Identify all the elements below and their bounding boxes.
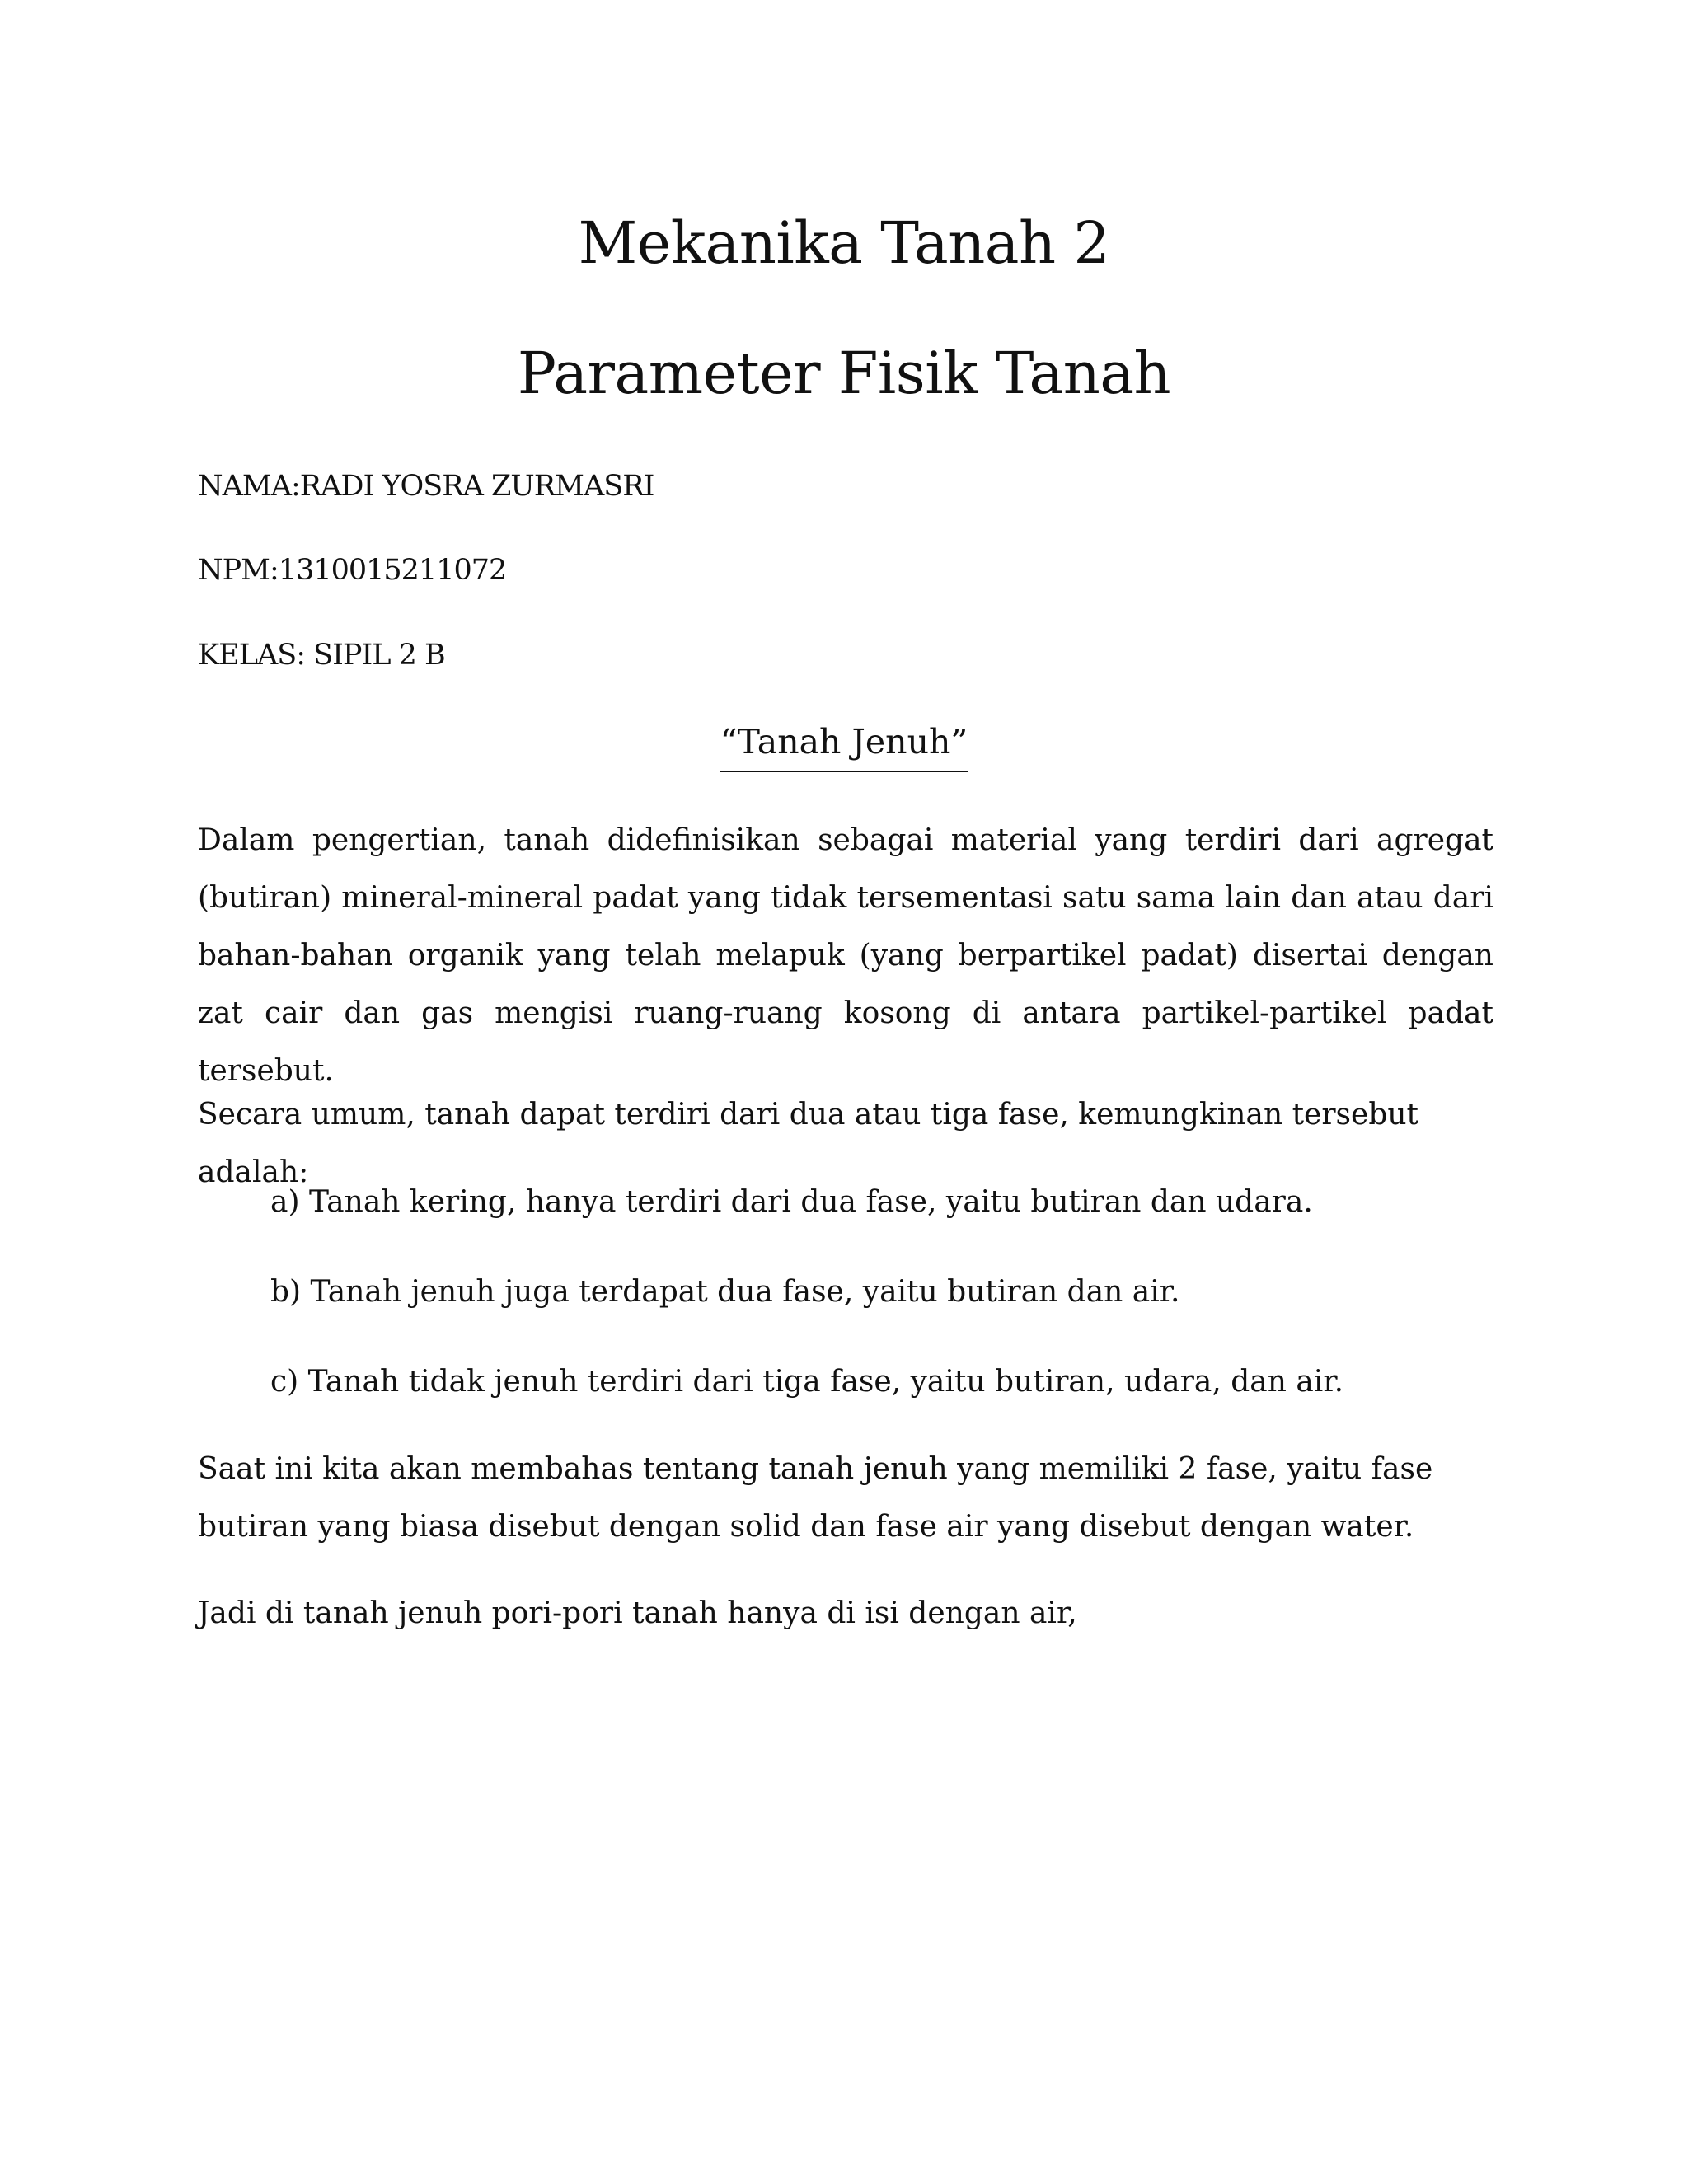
student-npm: NPM:1310015211072 bbox=[198, 554, 507, 587]
paragraph-phases-intro: Secara umum, tanah dapat terdiri dari dua atau tiga fase, kemungkinan tersebut adalah: bbox=[198, 1098, 1419, 1189]
list-item: a) Tanah kering, hanya terdiri dari dua fase, yaitu butiran dan udara. bbox=[270, 1185, 1313, 1219]
section-heading bbox=[0, 722, 1688, 772]
list-item: b) Tanah jenuh juga terdapat dua fase, yaitu butiran dan air. bbox=[270, 1275, 1180, 1309]
list-item: c) Tanah tidak jenuh terdiri dari tiga fase, yaitu butiran, udara, dan air. bbox=[270, 1365, 1344, 1399]
document-title: Mekanika Tanah 2 bbox=[578, 209, 1110, 277]
student-name: NAMA:RADI YOSRA ZURMASRI bbox=[198, 470, 654, 503]
section-heading-text: “Tanah Jenuh” bbox=[720, 725, 968, 772]
paragraph-saturated-soil: Saat ini kita akan membahas tentang tanah jenuh yang memiliki 2 fase, yaitu fase butiran yang biasa disebut dengan solid dan fase air yang disebut dengan water. bbox=[198, 1452, 1433, 1544]
document-subtitle-heading: Parameter Fisik Tanah bbox=[517, 340, 1171, 407]
paragraph-conclusion: Jadi di tanah jenuh pori-pori tanah hanya di isi dengan air, bbox=[198, 1596, 1077, 1630]
paragraph-definition: Dalam pengertian, tanah didefinisikan sebagai material yang terdiri dari agregat (butiran) mineral-mineral padat yang tidak tersementasi satu sama lain dan atau dari bahan-bahan organik yang telah melapuk (yang berpartikel padat) disertai dengan zat cair dan gas mengisi ruang-ruang kosong di antara partikel-partikel padat tersebut. bbox=[198, 823, 1493, 1088]
student-class: KELAS: SIPIL 2 B bbox=[198, 639, 445, 672]
